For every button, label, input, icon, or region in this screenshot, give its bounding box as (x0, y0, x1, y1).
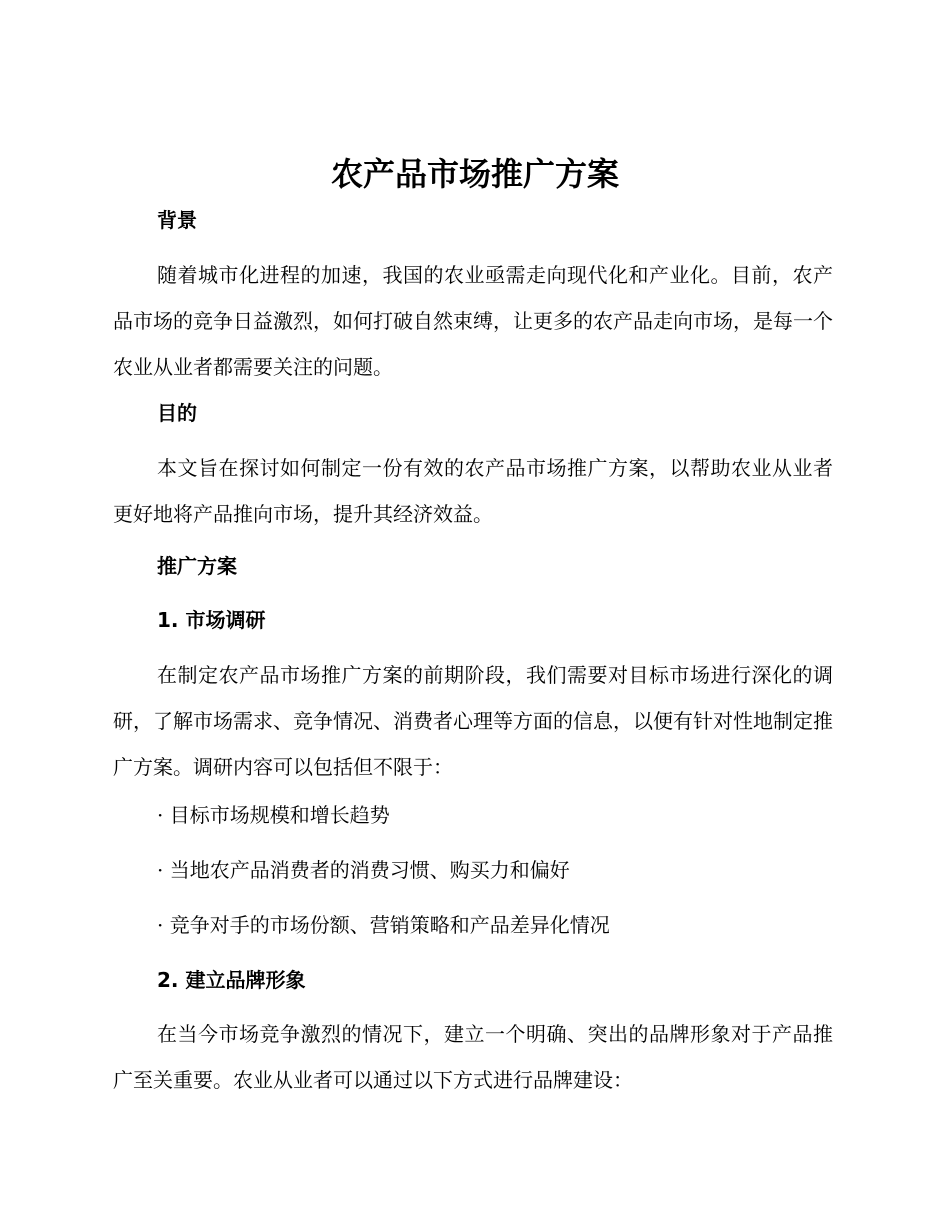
plan-heading: 推广方案 (157, 554, 237, 578)
document-title: 农产品市场推广方案 (330, 155, 619, 193)
brand-paragraph: 在当今市场竞争激烈的情况下，建立一个明确、突出的品牌形象对于产品推广至关重要。农业从业者可以通过以下方式进行品牌建设： (113, 1022, 833, 1092)
background-paragraph: 随着城市化进程的加速，我国的农业亟需走向现代化和产业化。目前，农产品市场的竞争日益激烈，如何打破自然束缚，让更多的农产品走向市场，是每一个农业从业者都需要关注的问题。 (113, 263, 833, 379)
list-item: · 当地农产品消费者的消费习惯、购买力和偏好 (157, 858, 570, 882)
purpose-paragraph: 本文旨在探讨如何制定一份有效的农产品市场推广方案，以帮助农业从业者更好地将产品推向市场，提升其经济效益。 (113, 456, 833, 526)
list-item: · 目标市场规模和增长趋势 (157, 803, 390, 827)
research-heading: 1. 市场调研 (157, 608, 266, 632)
background-heading: 背景 (157, 208, 197, 232)
list-item: · 竞争对手的市场份额、营销策略和产品差异化情况 (157, 913, 610, 937)
research-paragraph: 在制定农产品市场推广方案的前期阶段，我们需要对目标市场进行深化的调研，了解市场需求、竞争情况、消费者心理等方面的信息，以便有针对性地制定推广方案。调研内容可以包括但不限于： (113, 663, 833, 779)
brand-heading: 2. 建立品牌形象 (157, 968, 306, 992)
purpose-heading: 目的 (157, 401, 197, 425)
